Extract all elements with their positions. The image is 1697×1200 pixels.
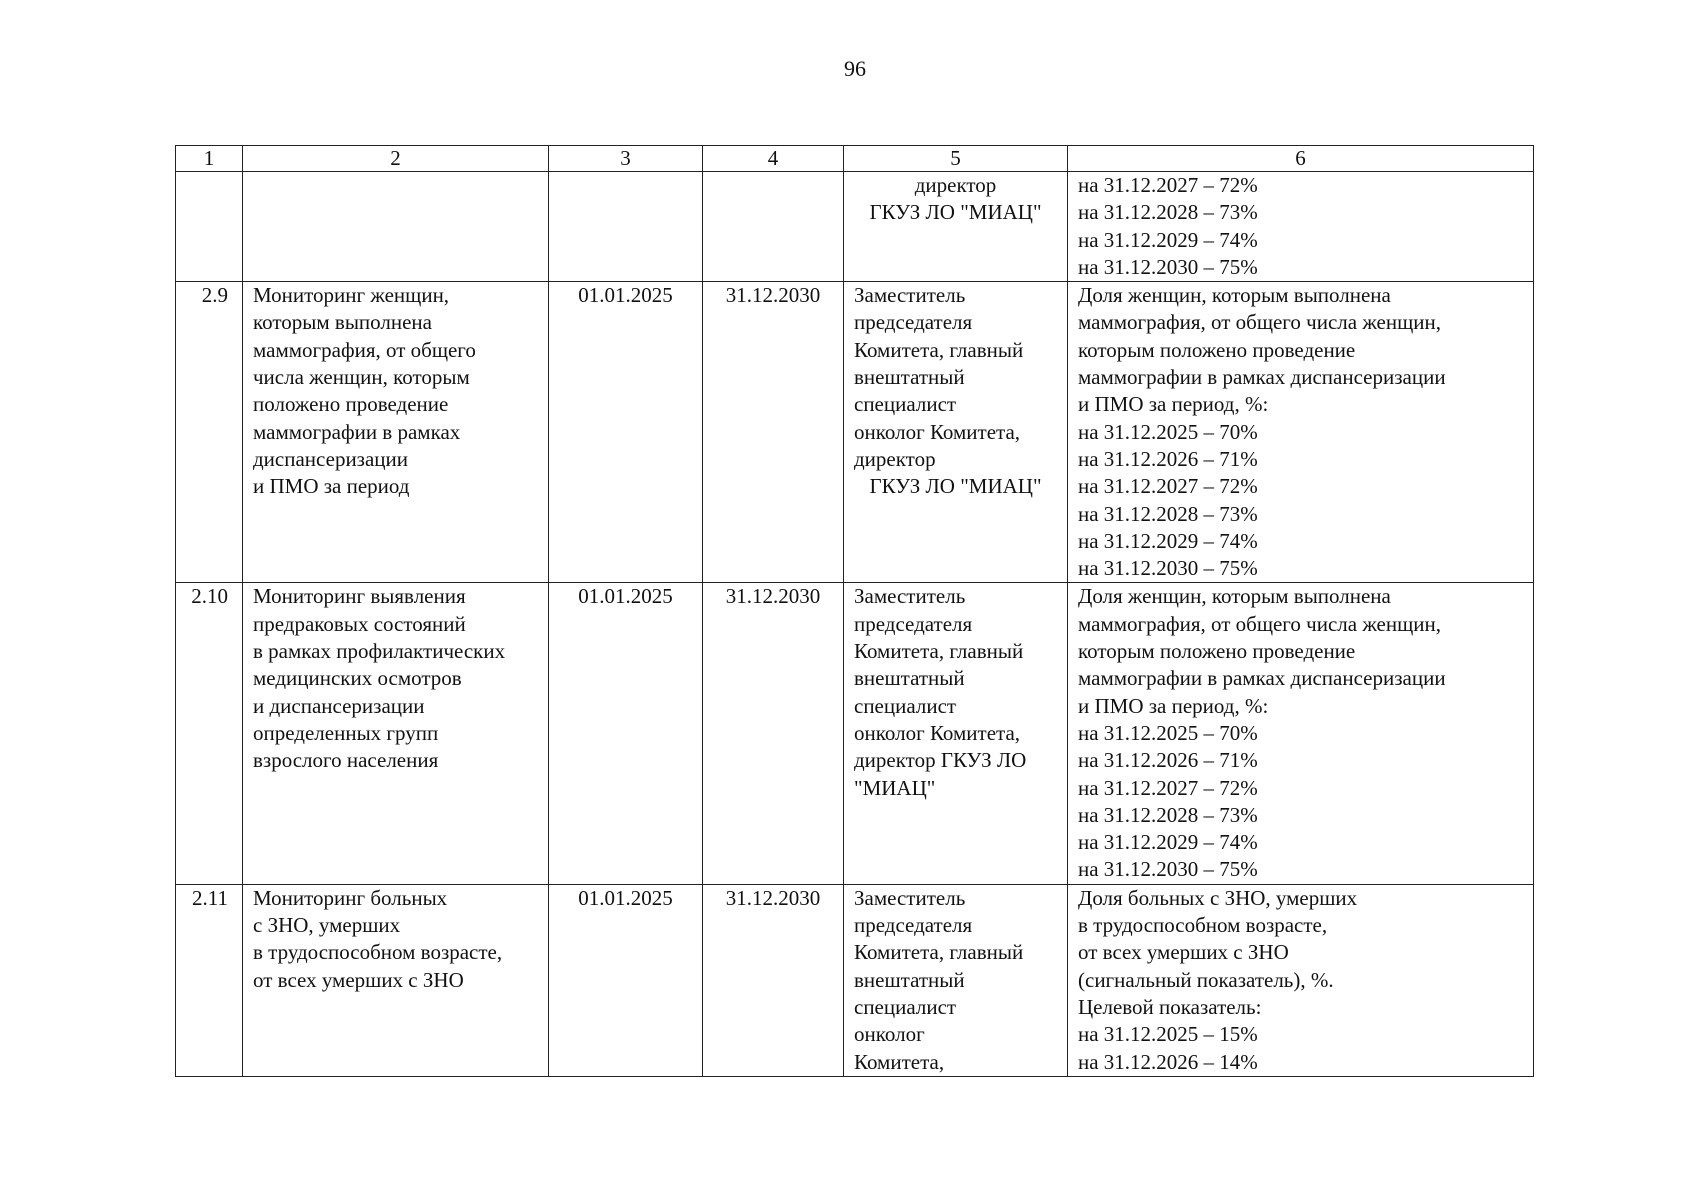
end-date-cell <box>703 172 844 282</box>
cell-line: Целевой показатель: <box>1078 994 1262 1019</box>
cell-line: которым выполнена <box>253 310 432 335</box>
cell-line: онколог <box>854 1022 925 1047</box>
cell-line: председателя <box>854 310 973 335</box>
cell-line: на 31.12.2029 – 74% <box>1078 227 1258 252</box>
cell-line: и ПМО за период, %: <box>1078 392 1269 417</box>
cell-line: специалист <box>854 392 957 417</box>
cell-line: от всех умерших с ЗНО <box>1078 940 1289 965</box>
cell-line: на 31.12.2027 – 72% <box>1078 173 1258 197</box>
header-cell-col3: 3 <box>549 146 703 172</box>
cell-line: ГКУЗ ЛО "МИАЦ" <box>869 474 1042 499</box>
cell-line: на 31.12.2030 – 75% <box>1078 254 1258 279</box>
cell-line: в трудоспособном возрасте, <box>1078 913 1328 938</box>
cell-line: от всех умерших с ЗНО <box>253 967 464 992</box>
indicator-cell <box>1068 583 1534 884</box>
cell-line: председателя <box>854 611 973 636</box>
cell-line: маммография, от общего числа женщин, <box>1078 611 1442 636</box>
table-row <box>176 282 1534 583</box>
activity-name-cell <box>243 583 549 884</box>
table-row <box>176 884 1534 1076</box>
cell-line: на 31.12.2028 – 73% <box>1078 501 1258 526</box>
activity-name-cell <box>243 172 549 282</box>
cell-line: специалист <box>854 994 957 1019</box>
cell-line: на 31.12.2025 – 70% <box>1078 720 1258 745</box>
start-date-cell: 01.01.2025 <box>549 282 703 583</box>
cell-line: в рамках профилактических <box>253 639 506 664</box>
cell-line: маммография, от общего <box>253 337 476 362</box>
cell-line: Доля больных с ЗНО, умерших <box>1078 885 1358 910</box>
start-date-cell: 01.01.2025 <box>549 583 703 884</box>
cell-line: Заместитель <box>854 885 966 910</box>
cell-line: (сигнальный показатель), %. <box>1078 967 1334 992</box>
cell-line: Комитета, главный <box>854 337 1024 362</box>
cell-line: диспансеризации <box>253 446 409 471</box>
cell-line: взрослого населения <box>253 748 439 773</box>
cell-line: специалист <box>854 693 957 718</box>
cell-line: Доля женщин, которым выполнена <box>1078 283 1391 308</box>
cell-line: и ПМО за период <box>253 474 410 499</box>
cell-line: на 31.12.2029 – 74% <box>1078 830 1258 855</box>
item-number-cell: 2.9 <box>176 282 243 583</box>
cell-line: и ПМО за период, %: <box>1078 693 1269 718</box>
cell-line: директор <box>854 446 936 471</box>
item-number-cell: 2.11 <box>176 884 243 1076</box>
cell-line: Комитета, главный <box>854 940 1024 965</box>
plan-table <box>175 145 1534 1077</box>
cell-line: председателя <box>854 913 973 938</box>
cell-line: на 31.12.2026 – 71% <box>1078 748 1258 773</box>
cell-line: в трудоспособном возрасте, <box>253 940 503 965</box>
cell-line: маммографии в рамках диспансеризации <box>1078 365 1446 390</box>
cell-line: Мониторинг больных <box>253 885 448 910</box>
cell-line: положено проведение <box>253 392 449 417</box>
cell-line: Заместитель <box>854 283 966 308</box>
cell-line: на 31.12.2028 – 73% <box>1078 200 1258 225</box>
cell-line: на 31.12.2026 – 71% <box>1078 446 1258 471</box>
header-cell-col4: 4 <box>703 146 844 172</box>
cell-line: ГКУЗ ЛО "МИАЦ" <box>869 200 1042 225</box>
cell-line: Комитета, главный <box>854 639 1024 664</box>
responsible-cell <box>844 583 1068 884</box>
cell-line: предраковых состояний <box>253 611 466 636</box>
cell-line: маммография, от общего числа женщин, <box>1078 310 1442 335</box>
cell-line: внештатный <box>854 967 965 992</box>
cell-line: на 31.12.2030 – 75% <box>1078 556 1258 581</box>
responsible-cell <box>844 282 1068 583</box>
responsible-cell <box>844 172 1068 282</box>
cell-line: внештатный <box>854 666 965 691</box>
cell-line: которым положено проведение <box>1078 639 1356 664</box>
header-cell-col5: 5 <box>844 146 1068 172</box>
cell-line: числа женщин, которым <box>253 365 470 390</box>
activity-name-cell <box>243 282 549 583</box>
cell-line: определенных групп <box>253 720 439 745</box>
cell-line: маммографии в рамках <box>253 419 461 444</box>
cell-line: на 31.12.2025 – 70% <box>1078 419 1258 444</box>
cell-line: которым положено проведение <box>1078 337 1356 362</box>
cell-line: на 31.12.2028 – 73% <box>1078 802 1258 827</box>
cell-line: внештатный <box>854 365 965 390</box>
item-number-cell <box>176 172 243 282</box>
cell-line: на 31.12.2026 – 14% <box>1078 1049 1258 1074</box>
end-date-cell: 31.12.2030 <box>703 282 844 583</box>
cell-line: директор ГКУЗ ЛО <box>854 748 1027 773</box>
cell-line: на 31.12.2030 – 75% <box>1078 857 1258 882</box>
cell-line: маммографии в рамках диспансеризации <box>1078 666 1446 691</box>
page-number: 96 <box>844 56 866 81</box>
end-date-cell: 31.12.2030 <box>703 884 844 1076</box>
indicator-cell <box>1068 172 1534 282</box>
cell-line: медицинских осмотров <box>253 666 462 691</box>
cell-line: Мониторинг выявления <box>253 584 466 609</box>
cell-line: "МИАЦ" <box>854 775 936 800</box>
cell-line: на 31.12.2029 – 74% <box>1078 528 1258 553</box>
start-date-cell <box>549 172 703 282</box>
cell-line: с ЗНО, умерших <box>253 913 401 938</box>
responsible-cell <box>844 884 1068 1076</box>
start-date-cell: 01.01.2025 <box>549 884 703 1076</box>
end-date-cell: 31.12.2030 <box>703 583 844 884</box>
cell-line: Мониторинг женщин, <box>253 283 450 308</box>
cell-line: онколог Комитета, <box>854 419 1021 444</box>
cell-line: на 31.12.2027 – 72% <box>1078 474 1258 499</box>
cell-line: и диспансеризации <box>253 693 425 718</box>
header-cell-col2: 2 <box>243 146 549 172</box>
indicator-cell <box>1068 884 1534 1076</box>
cell-line: онколог Комитета, <box>854 720 1021 745</box>
table-row <box>176 172 1534 282</box>
cell-line: Комитета, <box>854 1049 945 1074</box>
cell-line: Заместитель <box>854 584 966 609</box>
table-header-row <box>176 146 1534 172</box>
cell-line: Доля женщин, которым выполнена <box>1078 584 1391 609</box>
cell-line: на 31.12.2025 – 15% <box>1078 1022 1258 1047</box>
cell-line: директор <box>914 173 997 197</box>
item-number-cell: 2.10 <box>176 583 243 884</box>
header-cell-col6: 6 <box>1068 146 1534 172</box>
header-cell-col1: 1 <box>176 146 243 172</box>
indicator-cell <box>1068 282 1534 583</box>
activity-name-cell <box>243 884 549 1076</box>
cell-line: на 31.12.2027 – 72% <box>1078 775 1258 800</box>
table-row <box>176 583 1534 884</box>
